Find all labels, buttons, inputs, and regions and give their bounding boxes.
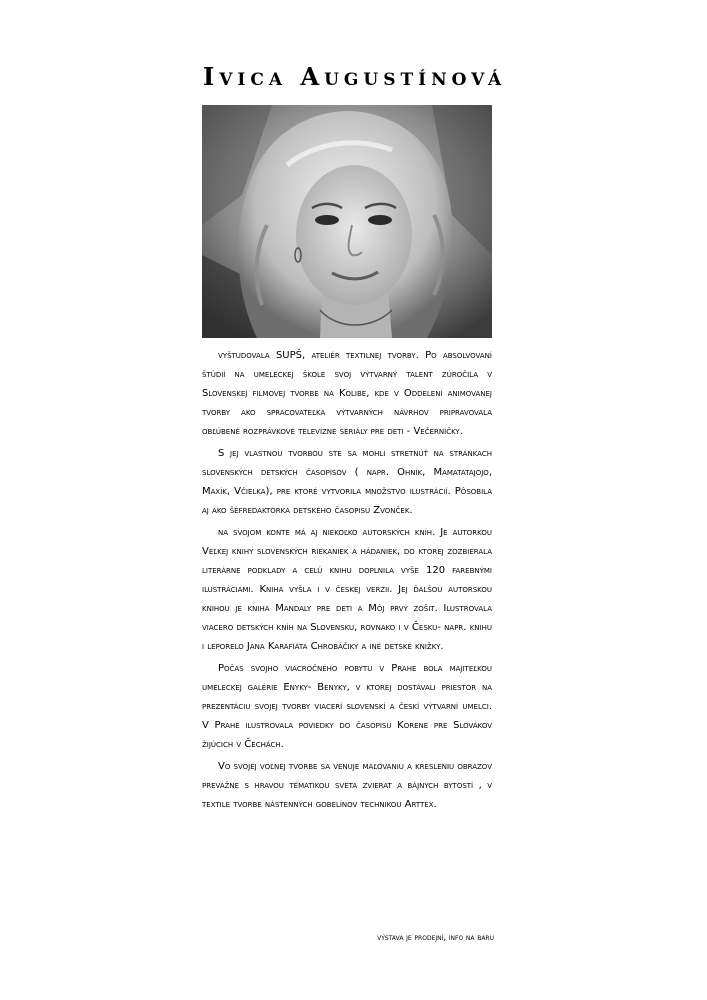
biography-paragraph: na svojom konte má aj niekoľko autorských kníh. Je autorkou Veľkej knihy slovenských riekaniek a hádaniek, do ktorej zozbierala literárne podklady a celú knihu doplnila vyše 120 farebnými ilustráciami. Kniha vyšla i v českej verzii. Jej ďalšou autorskou knihou je kniha Mandaly pre deti a Môj prvý zošit. Ilustrovala viacero detských kníh na Slovensku, rovnako i v Česku- napr. knihu i leporelo Jana Karafiáta Chrobáčiky a iné detské knižky. bbox=[202, 527, 492, 652]
page-title: Ivica Augustínová bbox=[203, 62, 507, 91]
biography-text bbox=[202, 346, 492, 817]
footer-note: výstava je prodejní, info na baru bbox=[377, 933, 494, 943]
biography-paragraph: Vo svojej voľnej tvorbe sa venuje maľovaniu a kresleniu obrazov prevážne s hravou tématikou sveta zvierat a bájnych bytostí , v textile tvorbe nástenných gobelínov technikou Arttex. bbox=[202, 761, 492, 810]
biography-paragraph: Počas svojho viacročného pobytu v Prahe bola majiteľkou umeleckej galérie Enyky- Benyky, v ktorej dostávali priestor na prezentáciu svojej tvorby viacerí slovenskí a českí výtvarní umelci. V Prahe ilustrovala poviedky do časopisu Korene pre Slovákov žijúcich v Čechách. bbox=[202, 663, 492, 750]
portrait-illustration bbox=[202, 105, 492, 338]
portrait-photo-icon bbox=[202, 105, 492, 338]
biography-paragraph: S jej vlastnou tvorbou ste sa mohli stretnúť na stránkach slovenských detských časopisov ( napr. Ohník, Mamatatajojo, Maxík, Včielka), pre ktoré vytvorila množstvo ilustrácií. Pôsobila aj ako šéfredaktorka detského časopisu Zvonček. bbox=[202, 448, 492, 516]
biography-paragraph: vyštudovala SUPŠ, ateliér textilnej tvorby. Po absolvovaní štúdií na umeleckej škole svoj výtvarný talent zúročila v Slovenskej filmovej tvorbe na Kolibe, kde v Oddelení animovanej tvorby ako spracovateľka výtvarných návrhov pripravovala obľúbené rozprávkové televízne seriály pre deti - Večerníčky. bbox=[202, 350, 492, 437]
